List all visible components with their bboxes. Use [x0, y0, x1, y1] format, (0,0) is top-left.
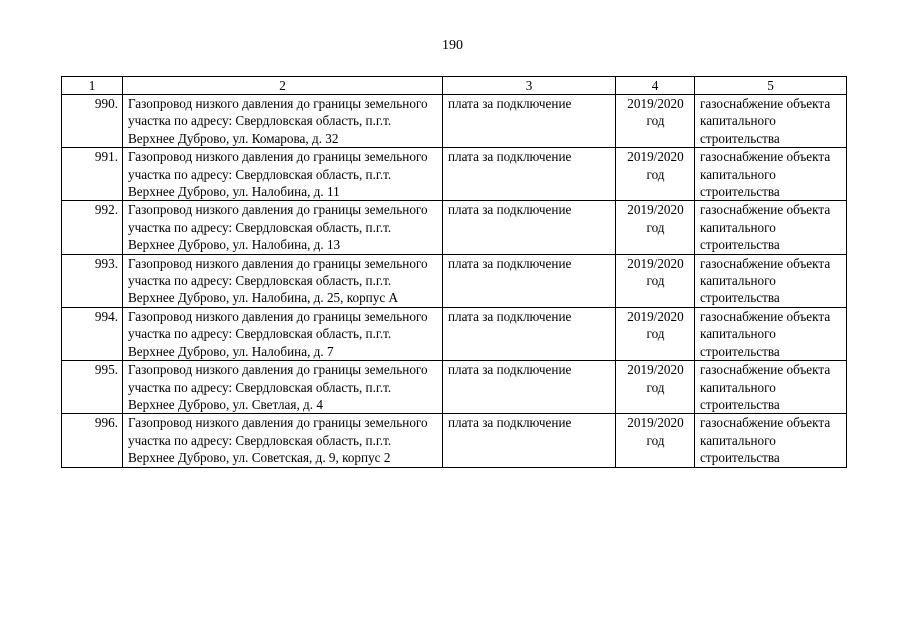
column-header-5: 5 [695, 77, 847, 95]
table-row [62, 307, 847, 360]
column-header-2: 2 [123, 77, 443, 95]
object-description: Газопровод низкого давления до границы земельного участка по адресу: Свердловская область, п.г.т. Верхнее Дуброво, ул. Налобина, д. 25, корпус А [123, 254, 443, 307]
payment-type: плата за подключение [443, 254, 616, 307]
payment-type: плата за подключение [443, 414, 616, 467]
row-number: 993. [62, 254, 123, 307]
period: 2019/2020 год [616, 201, 695, 254]
period: 2019/2020 год [616, 414, 695, 467]
object-description: Газопровод низкого давления до границы земельного участка по адресу: Свердловская область, п.г.т. Верхнее Дуброво, ул. Светлая, д. 4 [123, 361, 443, 414]
object-description: Газопровод низкого давления до границы земельного участка по адресу: Свердловская область, п.г.т. Верхнее Дуброво, ул. Налобина, д. 7 [123, 307, 443, 360]
purpose: газоснабжение объекта капитального строительства [695, 148, 847, 201]
payment-type: плата за подключение [443, 201, 616, 254]
column-header-3: 3 [443, 77, 616, 95]
payment-type: плата за подключение [443, 361, 616, 414]
period: 2019/2020 год [616, 307, 695, 360]
period: 2019/2020 год [616, 361, 695, 414]
object-description: Газопровод низкого давления до границы земельного участка по адресу: Свердловская область, п.г.т. Верхнее Дуброво, ул. Налобина, д. 13 [123, 201, 443, 254]
column-header-1: 1 [62, 77, 123, 95]
payment-type: плата за подключение [443, 95, 616, 148]
row-number: 995. [62, 361, 123, 414]
table-row [62, 361, 847, 414]
purpose: газоснабжение объекта капитального строительства [695, 201, 847, 254]
row-number: 996. [62, 414, 123, 467]
purpose: газоснабжение объекта капитального строительства [695, 95, 847, 148]
page-number: 190 [442, 38, 463, 53]
row-number: 991. [62, 148, 123, 201]
column-header-4: 4 [616, 77, 695, 95]
table-row [62, 95, 847, 148]
object-description: Газопровод низкого давления до границы земельного участка по адресу: Свердловская область, п.г.т. Верхнее Дуброво, ул. Комарова, д. 32 [123, 95, 443, 148]
purpose: газоснабжение объекта капитального строительства [695, 361, 847, 414]
header-row [62, 77, 847, 95]
row-number: 992. [62, 201, 123, 254]
period: 2019/2020 год [616, 254, 695, 307]
table-row [62, 148, 847, 201]
payment-type: плата за подключение [443, 148, 616, 201]
gas-pipeline-table [61, 76, 847, 468]
purpose: газоснабжение объекта капитального строительства [695, 254, 847, 307]
payment-type: плата за подключение [443, 307, 616, 360]
object-description: Газопровод низкого давления до границы земельного участка по адресу: Свердловская область, п.г.т. Верхнее Дуброво, ул. Советская, д. 9, корпус 2 [123, 414, 443, 467]
row-number: 990. [62, 95, 123, 148]
purpose: газоснабжение объекта капитального строительства [695, 414, 847, 467]
purpose: газоснабжение объекта капитального строительства [695, 307, 847, 360]
table-row [62, 414, 847, 467]
table-row [62, 201, 847, 254]
period: 2019/2020 год [616, 148, 695, 201]
row-number: 994. [62, 307, 123, 360]
object-description: Газопровод низкого давления до границы земельного участка по адресу: Свердловская область, п.г.т. Верхнее Дуброво, ул. Налобина, д. 11 [123, 148, 443, 201]
table-row [62, 254, 847, 307]
period: 2019/2020 год [616, 95, 695, 148]
